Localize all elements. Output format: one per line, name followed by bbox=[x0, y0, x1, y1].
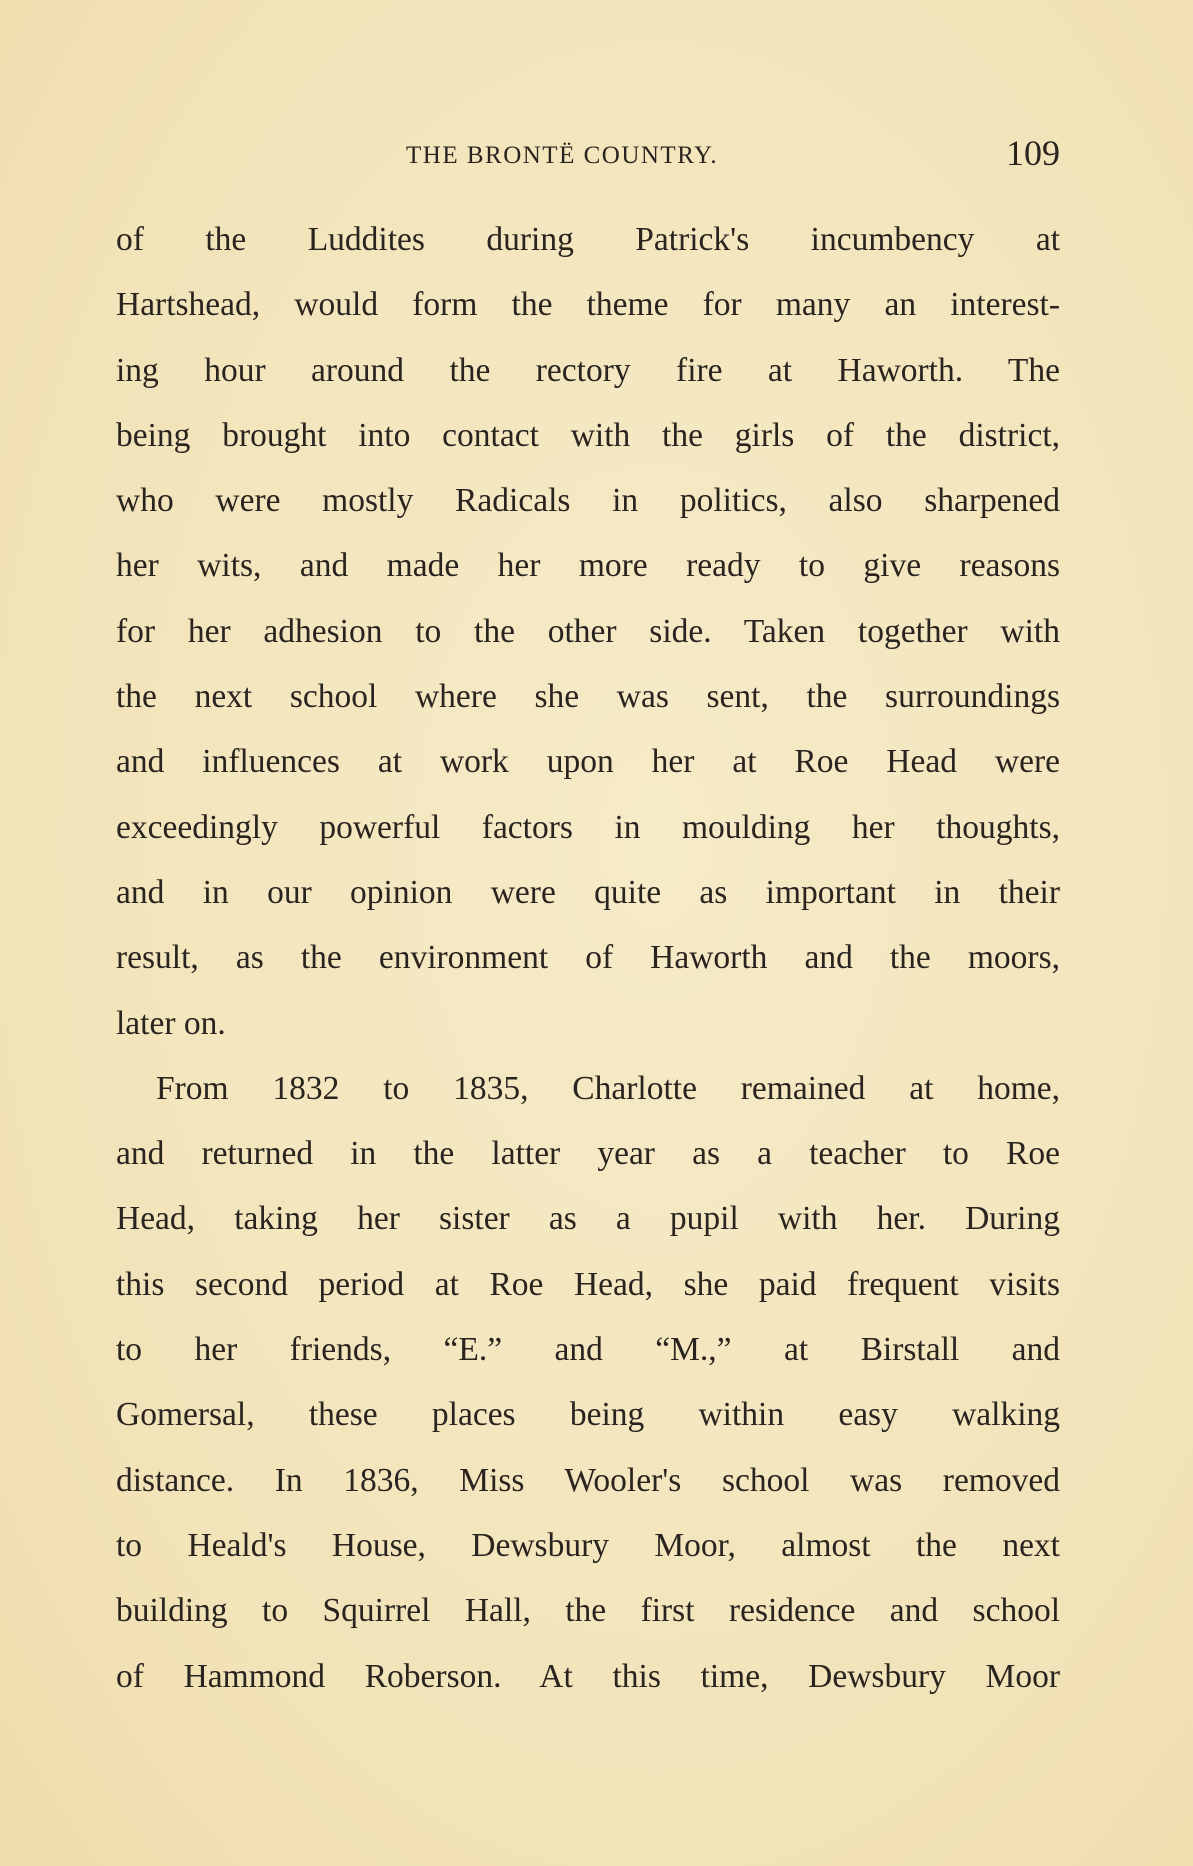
page-number: 109 bbox=[1006, 133, 1060, 173]
text-line: to her friends, “E.” and “M.,” at Birstall and bbox=[116, 1331, 1060, 1369]
text-line: result, as the environment of Haworth and the moors, bbox=[116, 939, 1060, 977]
text-line: Head, taking her sister as a pupil with her. During bbox=[116, 1200, 1060, 1238]
text-line: exceedingly powerful factors in moulding her thoughts, bbox=[116, 808, 1060, 846]
paragraph-start-line: From 1832 to 1835, Charlotte remained at home, bbox=[156, 1069, 1060, 1107]
text-line: of the Luddites during Patrick's incumbency at bbox=[116, 221, 1060, 258]
text-line: Gomersal, these places being within easy walking bbox=[116, 1396, 1060, 1434]
text-line: and returned in the latter year as a teacher to Roe bbox=[116, 1135, 1060, 1173]
text-line: who were mostly Radicals in politics, also sharpened bbox=[116, 482, 1060, 520]
text-line: the next school where she was sent, the surroundings bbox=[116, 678, 1060, 716]
text-line: building to Squirrel Hall, the first residence and school bbox=[116, 1592, 1060, 1630]
page-header bbox=[116, 132, 1060, 182]
text-line: this second period at Roe Head, she paid frequent visits bbox=[116, 1265, 1060, 1303]
text-line: Hartshead, would form the theme for many an interest- bbox=[116, 286, 1060, 324]
text-line: of Hammond Roberson. At this time, Dewsbury Moor bbox=[116, 1657, 1060, 1695]
text-line: and influences at work upon her at Roe Head were bbox=[116, 743, 1060, 781]
text-line: being brought into contact with the girls of the district, bbox=[116, 416, 1060, 454]
text-line: her wits, and made her more ready to give reasons bbox=[116, 547, 1060, 585]
running-title: THE BRONTË COUNTRY. bbox=[406, 142, 719, 169]
text-line: distance. In 1836, Miss Wooler's school was removed bbox=[116, 1461, 1060, 1499]
paragraph-end-line: later on. bbox=[116, 1004, 226, 1042]
body-text bbox=[116, 207, 1060, 1709]
text-line: ing hour around the rectory fire at Haworth. The bbox=[116, 351, 1060, 389]
text-line: and in our opinion were quite as important in their bbox=[116, 873, 1060, 911]
text-line: for her adhesion to the other side. Taken together with bbox=[116, 612, 1060, 650]
text-line: to Heald's House, Dewsbury Moor, almost the next bbox=[116, 1526, 1060, 1564]
